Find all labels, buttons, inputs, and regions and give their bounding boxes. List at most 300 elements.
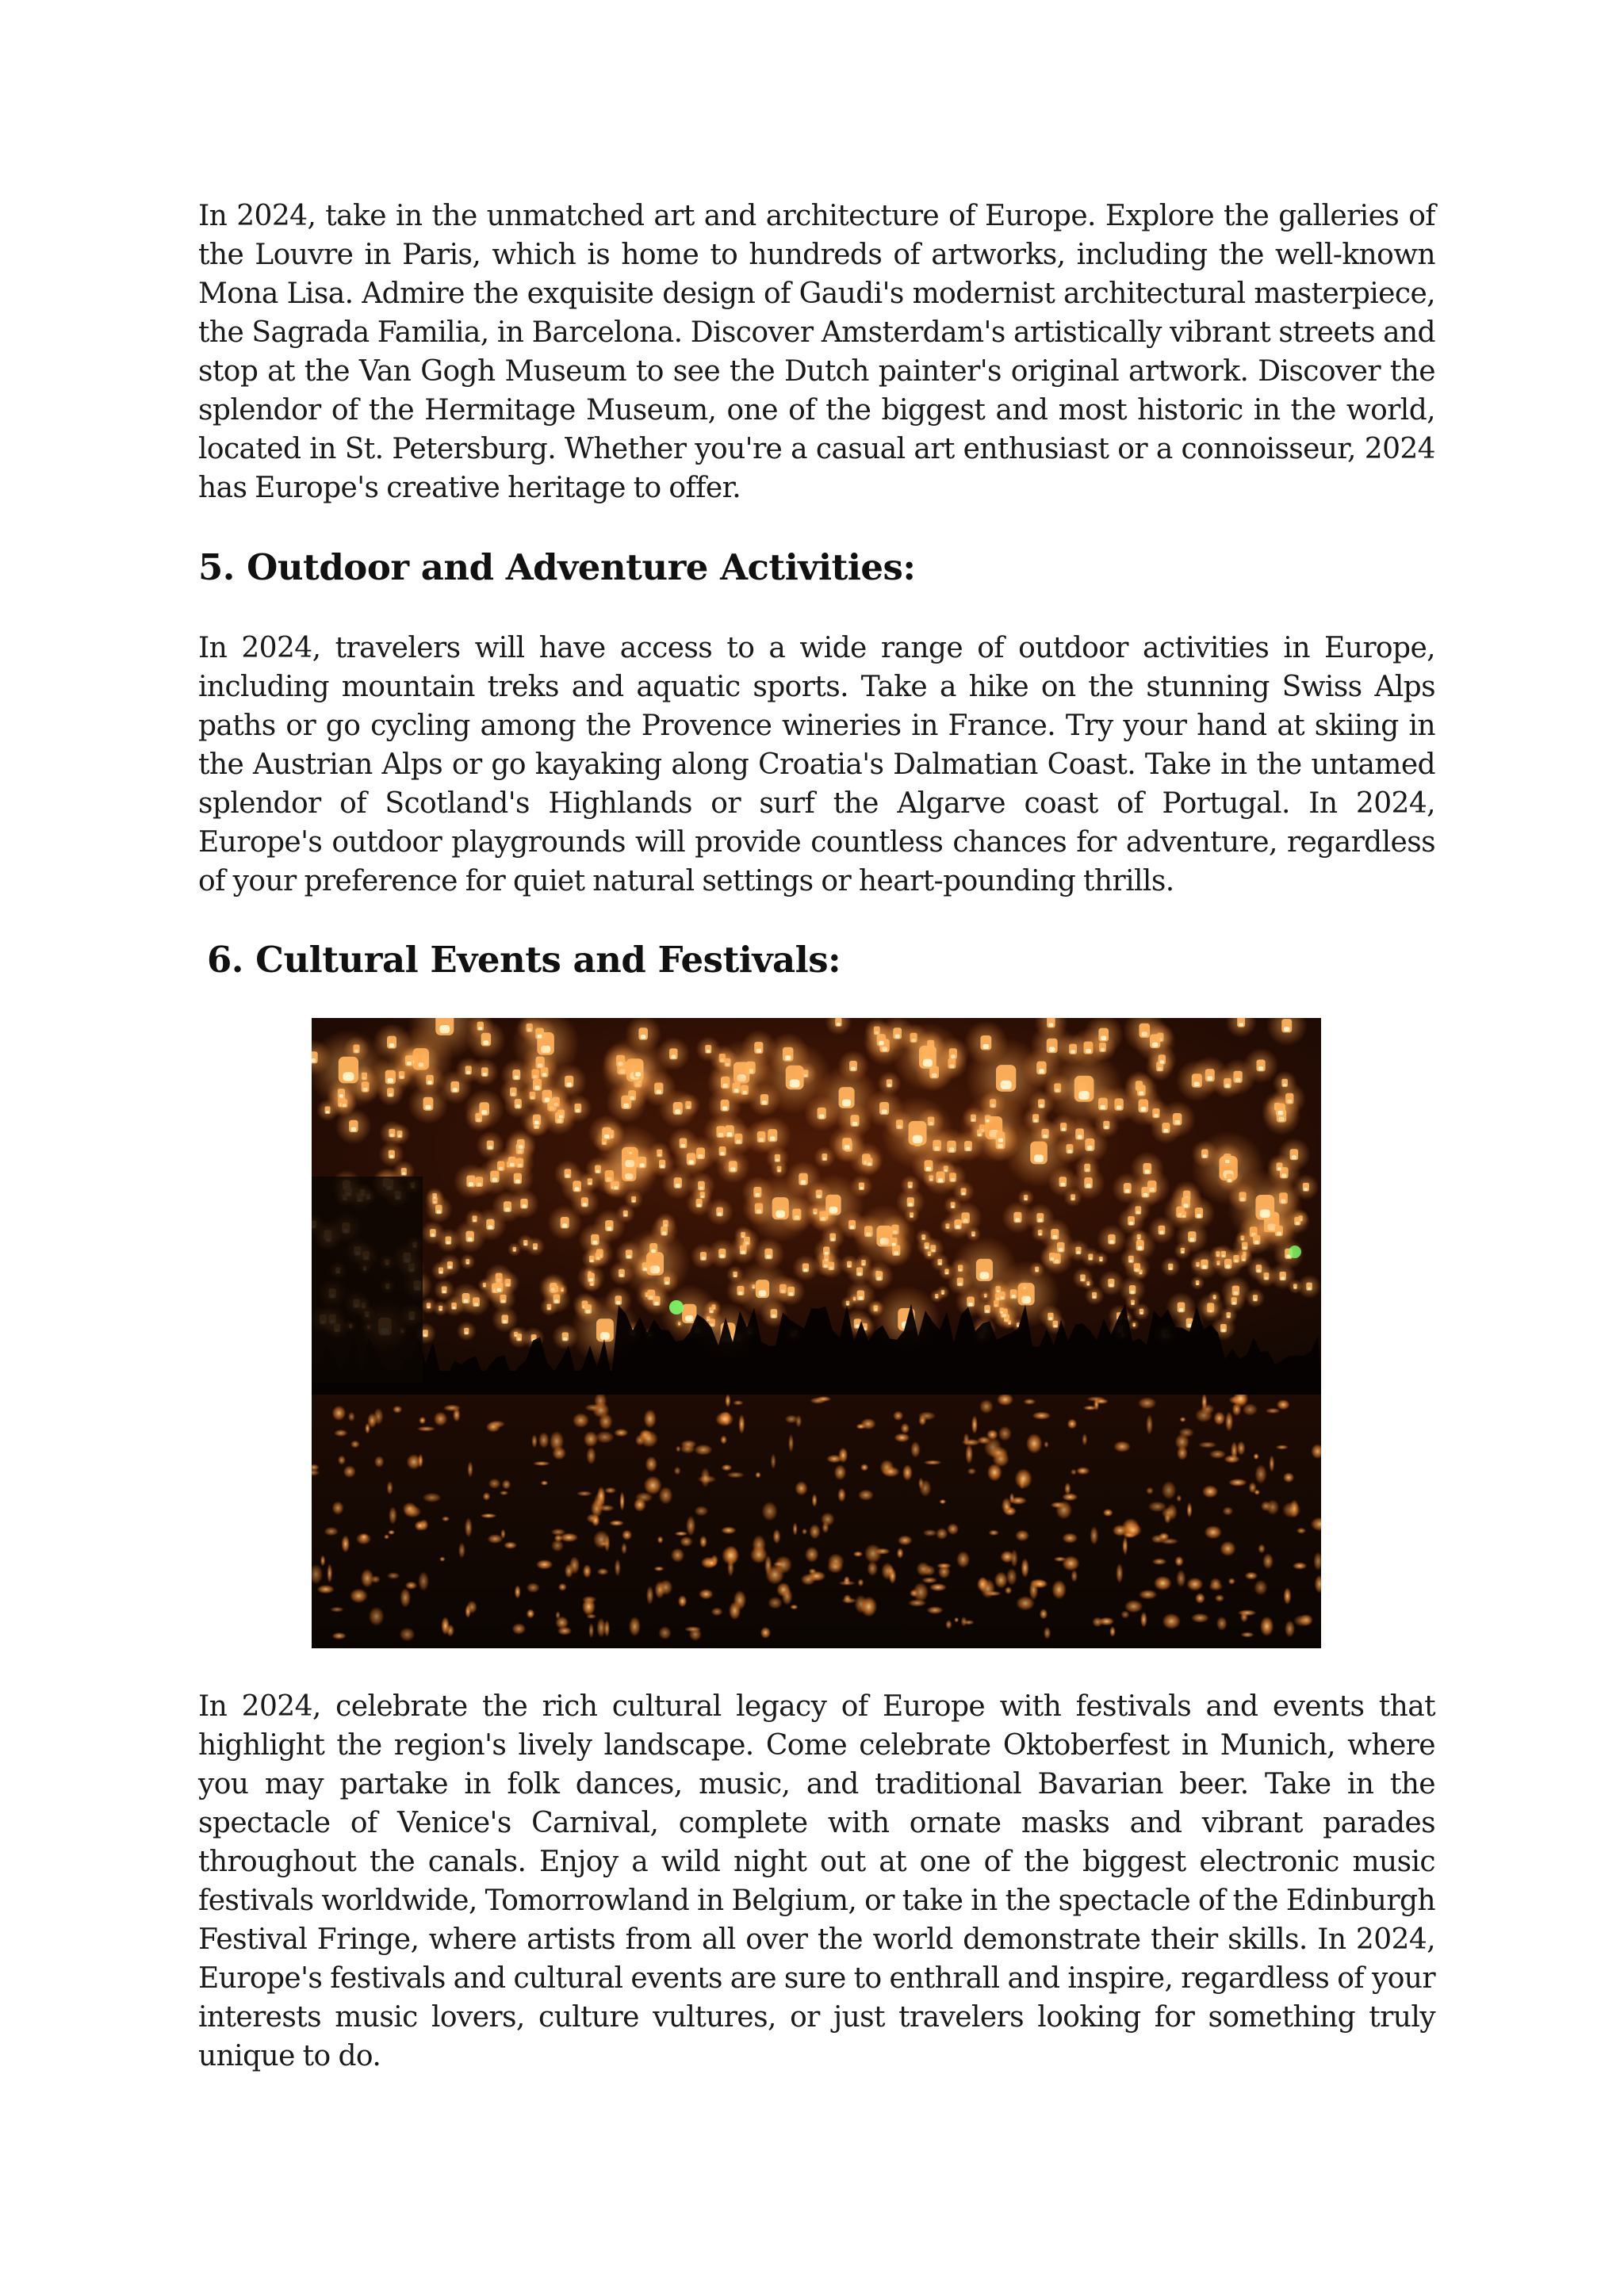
reflection — [657, 1536, 664, 1544]
reflection — [1283, 1472, 1294, 1483]
lantern — [439, 1254, 461, 1276]
lantern — [999, 1280, 1028, 1308]
reflection — [827, 1560, 843, 1573]
reflection — [715, 1412, 733, 1426]
lantern — [916, 1229, 932, 1245]
lantern — [492, 1191, 523, 1223]
lantern — [438, 1070, 472, 1104]
reflection — [901, 1423, 910, 1433]
reflection — [936, 1563, 952, 1568]
reflection — [1016, 1596, 1035, 1611]
reflection — [809, 1568, 817, 1575]
reflection — [816, 1396, 831, 1402]
lantern-scene — [312, 1018, 1321, 1648]
lantern — [650, 1217, 678, 1245]
reflection — [320, 1555, 325, 1566]
reflection — [809, 1524, 820, 1539]
reflection — [676, 1445, 680, 1452]
reflection — [721, 1526, 736, 1534]
reflection — [1083, 1406, 1097, 1410]
lantern — [335, 1108, 372, 1144]
reflection — [1297, 1528, 1306, 1534]
reflection — [1260, 1617, 1274, 1636]
reflection — [929, 1583, 947, 1591]
reflection — [961, 1617, 967, 1627]
reflection — [593, 1530, 610, 1548]
reflection — [773, 1529, 781, 1544]
reflection — [701, 1468, 710, 1488]
reflection — [531, 1434, 537, 1448]
lantern — [425, 1196, 453, 1223]
reflection — [1202, 1485, 1218, 1498]
reflection — [527, 1582, 540, 1593]
lantern — [964, 1021, 1009, 1066]
reflection — [945, 1620, 952, 1629]
lantern — [806, 1181, 832, 1207]
reflection — [374, 1456, 385, 1468]
reflection — [453, 1408, 461, 1422]
reflection — [555, 1617, 569, 1629]
reflection — [441, 1617, 450, 1635]
lantern — [1094, 1252, 1108, 1266]
reflection — [332, 1501, 344, 1514]
reflection — [801, 1574, 816, 1585]
reflection — [1051, 1580, 1067, 1600]
reflection — [686, 1516, 695, 1536]
reflection — [576, 1490, 592, 1496]
reflection — [583, 1564, 592, 1578]
reflection — [423, 1493, 442, 1502]
reflection — [707, 1559, 717, 1567]
lantern — [1147, 1216, 1175, 1244]
reflection — [419, 1417, 426, 1425]
reflection — [1180, 1417, 1186, 1422]
reflection — [837, 1488, 845, 1502]
lantern — [1124, 1073, 1159, 1108]
lantern — [1262, 1090, 1300, 1129]
reflection — [334, 1429, 347, 1437]
reflection — [1300, 1614, 1313, 1626]
reflection — [793, 1522, 798, 1536]
reflection — [795, 1481, 807, 1495]
reflection — [790, 1605, 798, 1610]
lantern — [904, 1207, 920, 1223]
reflection — [615, 1559, 621, 1576]
lantern — [457, 1322, 477, 1341]
reflection — [373, 1408, 384, 1425]
reflection — [614, 1429, 628, 1437]
reflection — [921, 1577, 937, 1583]
reflection — [388, 1530, 395, 1535]
reflection — [675, 1531, 688, 1536]
lantern — [616, 1204, 635, 1223]
reflection — [761, 1502, 777, 1521]
reflection — [1124, 1600, 1143, 1613]
reflection — [1285, 1620, 1295, 1637]
reflection — [1191, 1613, 1209, 1623]
reflection — [918, 1411, 936, 1420]
reflection — [936, 1528, 948, 1540]
reflection — [609, 1520, 624, 1526]
reflection — [654, 1581, 665, 1598]
reflection — [541, 1480, 549, 1485]
lantern — [1150, 1112, 1182, 1144]
reflection — [1201, 1394, 1207, 1410]
reflection — [910, 1589, 918, 1597]
lantern — [1297, 1275, 1321, 1299]
reflection — [1055, 1501, 1072, 1520]
lantern — [1128, 1319, 1139, 1330]
reflection — [1062, 1533, 1078, 1543]
lantern — [530, 1057, 560, 1087]
reflection — [1225, 1411, 1233, 1431]
lantern — [1023, 1105, 1049, 1131]
lantern — [1191, 1056, 1229, 1094]
reflection — [1198, 1441, 1216, 1448]
reflection — [860, 1597, 877, 1617]
reflection — [894, 1433, 910, 1442]
reflection — [644, 1410, 657, 1429]
reflection — [898, 1535, 913, 1545]
reflection — [586, 1447, 596, 1464]
reflection — [678, 1595, 687, 1607]
reflection — [725, 1394, 730, 1407]
reflection — [674, 1467, 681, 1475]
lantern — [720, 1072, 753, 1104]
lantern — [450, 1283, 481, 1314]
lantern — [753, 1238, 785, 1270]
reflection — [910, 1441, 920, 1458]
lantern — [983, 1120, 1018, 1155]
reflection — [1232, 1402, 1242, 1416]
lantern — [1085, 1286, 1104, 1305]
reflection — [1103, 1509, 1113, 1517]
reflection — [1071, 1570, 1078, 1582]
lantern — [1125, 1295, 1140, 1310]
lantern — [588, 1115, 626, 1152]
reflection — [1213, 1411, 1225, 1425]
reflection — [979, 1399, 993, 1414]
lantern — [1208, 1291, 1220, 1303]
lantern — [1161, 1257, 1181, 1276]
reflection — [727, 1471, 745, 1478]
reflection — [764, 1555, 772, 1575]
reflection — [919, 1479, 931, 1497]
lantern — [615, 1241, 643, 1269]
reflection — [1005, 1586, 1012, 1594]
lantern — [776, 1277, 805, 1306]
lantern — [938, 1263, 955, 1280]
reflection — [1261, 1501, 1271, 1511]
reflection — [1210, 1578, 1222, 1589]
reflection — [1195, 1408, 1212, 1422]
reflection — [332, 1632, 347, 1640]
reflection — [407, 1454, 422, 1470]
reflection — [923, 1529, 937, 1536]
reflection — [550, 1431, 564, 1452]
reflection — [467, 1461, 473, 1477]
reflection — [387, 1481, 393, 1495]
reflection — [465, 1517, 473, 1537]
reflection — [597, 1568, 609, 1575]
lantern — [625, 1145, 660, 1180]
lantern — [841, 1296, 855, 1311]
reflection — [584, 1431, 599, 1447]
reflection — [916, 1562, 929, 1576]
lantern — [857, 1150, 883, 1175]
reflection — [1228, 1479, 1247, 1487]
reflection — [1032, 1580, 1048, 1589]
reflection — [684, 1626, 701, 1632]
reflection — [856, 1424, 866, 1429]
reflection — [834, 1464, 847, 1480]
lantern — [672, 1141, 709, 1177]
reflection — [387, 1572, 400, 1579]
reflection — [533, 1461, 550, 1466]
reflection — [771, 1453, 776, 1469]
reflection — [488, 1479, 501, 1489]
lantern — [327, 1079, 356, 1108]
reflection — [1240, 1612, 1248, 1622]
reflection — [360, 1533, 369, 1540]
reflection — [1113, 1525, 1128, 1536]
reflection — [1254, 1580, 1267, 1596]
lantern — [850, 1175, 873, 1198]
reflection — [782, 1588, 793, 1605]
reflection — [908, 1599, 926, 1606]
reflection — [699, 1536, 707, 1548]
reflection — [1284, 1587, 1292, 1605]
reflection — [596, 1618, 606, 1638]
reflection — [486, 1422, 500, 1433]
reflection — [795, 1415, 802, 1428]
reflection — [515, 1585, 521, 1598]
reflection — [971, 1415, 978, 1433]
reflection — [1237, 1441, 1246, 1455]
lantern — [1039, 1305, 1063, 1329]
lantern — [748, 1280, 760, 1292]
reflection — [738, 1414, 745, 1434]
reflection — [341, 1535, 350, 1552]
reflection — [711, 1607, 723, 1616]
reflection — [727, 1559, 734, 1577]
reflection — [599, 1505, 615, 1511]
reflection — [646, 1586, 653, 1605]
reflection — [989, 1446, 1008, 1459]
reflection — [1146, 1414, 1153, 1435]
lantern — [837, 1050, 869, 1082]
reflection — [768, 1597, 782, 1609]
lantern — [952, 1131, 983, 1161]
lantern — [814, 1238, 840, 1264]
reflection — [634, 1498, 646, 1511]
reflection — [805, 1547, 819, 1563]
reflection — [1109, 1626, 1116, 1637]
reflection — [573, 1413, 589, 1428]
reflection — [864, 1544, 882, 1563]
reflection — [442, 1516, 450, 1521]
reflection — [599, 1541, 609, 1546]
lantern — [1028, 1261, 1044, 1277]
reflection — [897, 1548, 904, 1559]
reflection — [466, 1601, 477, 1614]
reflection — [1240, 1632, 1254, 1637]
reflection — [947, 1523, 959, 1535]
reflection — [699, 1589, 713, 1599]
lantern — [552, 1323, 578, 1349]
lantern — [642, 1287, 672, 1316]
reflection — [994, 1571, 1008, 1588]
reflection — [857, 1578, 864, 1586]
heading-cultural-events: 6. Cultural Events and Festivals: — [207, 939, 841, 981]
reflection — [500, 1490, 508, 1495]
reflection — [536, 1559, 553, 1570]
reflection — [1220, 1541, 1235, 1556]
reflection — [1177, 1495, 1182, 1502]
lantern — [476, 1131, 504, 1160]
reflection — [838, 1448, 848, 1464]
reflection — [694, 1445, 712, 1456]
reflection — [369, 1607, 385, 1626]
reflection — [1277, 1399, 1290, 1410]
reflection — [1174, 1556, 1183, 1567]
lantern — [1228, 1169, 1303, 1245]
reflection — [1015, 1468, 1032, 1489]
reflection — [1254, 1464, 1266, 1484]
reflection — [1140, 1612, 1147, 1628]
reflection — [512, 1623, 527, 1635]
reflection — [1015, 1530, 1029, 1542]
reflection — [1082, 1433, 1087, 1445]
reflection — [1258, 1544, 1265, 1553]
lantern — [711, 1113, 748, 1150]
reflection — [1146, 1487, 1154, 1494]
reflection — [384, 1534, 389, 1539]
lantern — [1246, 1288, 1265, 1307]
reflection — [1062, 1556, 1079, 1571]
reflection — [338, 1456, 346, 1465]
reflection — [680, 1536, 692, 1547]
reflection — [1090, 1526, 1098, 1545]
reflection — [1094, 1399, 1109, 1404]
reflection — [1164, 1513, 1171, 1524]
reflection — [1276, 1445, 1289, 1449]
reflection — [1040, 1609, 1048, 1619]
reflection — [1092, 1617, 1103, 1627]
lantern — [674, 1318, 684, 1329]
reflection — [755, 1471, 760, 1478]
reflection — [1062, 1493, 1078, 1501]
reflection — [1032, 1411, 1051, 1419]
reflection — [629, 1617, 641, 1636]
lantern — [1120, 1249, 1143, 1271]
reflection — [1122, 1539, 1128, 1553]
paragraph-art-architecture: In 2024, take in the unmatched art and architecture of Europe. Explore the galleries of the Louvre in Paris, which is home to hundreds of artworks, including the well-known Mona Lisa. Admire the exquisite design of Gaudi's modernist architectural masterpiece, the Sagrada Familia, in Barcelona. Discover Amsterdam's artistically vibrant streets and stop at the Van Gogh Museum to see the Dutch painter's original artwork. Discover the splendor of the Hermitage Museum, one of the biggest and most historic in the world, located in St. Petersburg. Whether you're a casual art enthusiast or a connoisseur, 2024 has Europe's creative heritage to offer. — [198, 200, 1435, 504]
reflection — [1205, 1525, 1222, 1539]
reflection — [458, 1542, 465, 1558]
reflection — [722, 1464, 733, 1471]
lantern — [574, 1295, 603, 1323]
reflection — [596, 1431, 614, 1443]
lantern — [560, 1169, 594, 1203]
reflection — [370, 1575, 380, 1583]
lantern — [706, 1198, 733, 1226]
reflection — [867, 1561, 878, 1576]
reflection — [481, 1513, 497, 1518]
reflection — [403, 1502, 417, 1515]
reflection — [640, 1430, 658, 1448]
reflection — [527, 1609, 535, 1618]
reflection — [1076, 1467, 1090, 1475]
reflection — [415, 1521, 426, 1531]
lantern — [703, 1301, 721, 1319]
reflection — [1176, 1570, 1185, 1587]
lantern — [547, 1205, 582, 1240]
reflection — [887, 1565, 894, 1576]
lantern — [1131, 1229, 1147, 1246]
reflection — [393, 1406, 402, 1414]
reflection — [1186, 1578, 1203, 1591]
lantern — [1084, 1085, 1121, 1123]
lantern — [389, 1123, 411, 1145]
lantern — [767, 1033, 810, 1076]
reflection — [729, 1601, 741, 1620]
lantern — [501, 1162, 534, 1195]
reflection — [939, 1499, 946, 1504]
reflection — [760, 1627, 771, 1639]
reflection — [1216, 1617, 1228, 1631]
lantern — [1174, 1242, 1191, 1260]
lantern-festival-photo — [312, 1018, 1321, 1648]
reflection — [324, 1527, 339, 1536]
reflection — [977, 1577, 988, 1592]
reflection — [332, 1406, 347, 1421]
reflection — [1223, 1506, 1233, 1515]
reflection — [1269, 1455, 1274, 1472]
reflection — [926, 1606, 943, 1614]
reflection — [788, 1434, 794, 1452]
lantern — [1234, 1249, 1253, 1268]
reflection — [619, 1491, 624, 1511]
lantern — [460, 1254, 476, 1270]
reflection — [1290, 1499, 1299, 1517]
reflection — [812, 1494, 818, 1507]
reflection — [597, 1487, 606, 1506]
reflection — [1224, 1455, 1239, 1464]
reflection — [998, 1426, 1012, 1441]
reflection — [1243, 1403, 1258, 1415]
lantern — [1017, 1189, 1034, 1206]
reflection — [893, 1410, 903, 1421]
reflection — [1195, 1593, 1205, 1604]
reflection — [1177, 1446, 1188, 1460]
reflection — [967, 1468, 976, 1475]
lantern — [603, 1173, 629, 1199]
reflection — [989, 1529, 999, 1536]
reflection — [417, 1426, 435, 1432]
reflection — [1266, 1408, 1281, 1414]
reflection — [645, 1456, 657, 1472]
reflection — [860, 1464, 868, 1471]
reflection — [1139, 1590, 1157, 1599]
reflection — [594, 1392, 607, 1409]
reflection — [1064, 1483, 1071, 1495]
reflection — [1023, 1399, 1036, 1405]
lantern — [691, 1243, 716, 1269]
reflection — [1044, 1627, 1051, 1640]
reflection — [1228, 1578, 1235, 1585]
reflection — [350, 1441, 360, 1448]
